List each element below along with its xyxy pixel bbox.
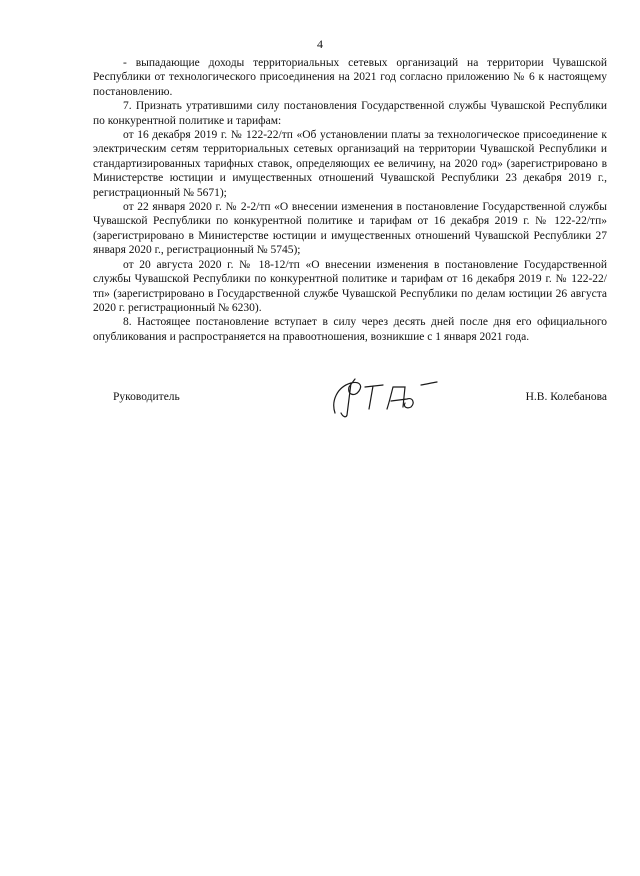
paragraph-item-7: 7. Признать утратившими силу постановления Государственной службы Чувашской Республики по конкурентной политике и тарифам: xyxy=(93,100,607,127)
paragraph-item-8: 8. Настоящее постановление вступает в силу через десять дней после дня его официального опубликования и распространяется на правоотношения, возникшие с 1 января 2021 года. xyxy=(93,316,607,343)
signer-title: Руководитель xyxy=(113,391,180,403)
document-body xyxy=(93,56,607,344)
signer-name: Н.В. Колебанова xyxy=(525,391,607,403)
handwritten-signature xyxy=(321,373,451,423)
paragraph-lost-revenue: - выпадающие доходы территориальных сетевых организаций на территории Чувашской Республики от технологического присоединения на 2021 год согласно приложению № 6 к настоящему постановлению. xyxy=(93,57,607,98)
paragraph-resolution-2-2: от 22 января 2020 г. № 2-2/тп «О внесении изменения в постановление Государственной службы Чувашской Республики по конкурентной политике и тарифам от 16 декабря 2019 г. № 122-22/тп» (зарегистрировано в Министерстве юстиции и имущественных отношений Чувашской Республики 27 января 2020 г., регистрационный № 5745); xyxy=(93,201,607,257)
paragraph-resolution-122-22: от 16 декабря 2019 г. № 122-22/тп «Об установлении платы за технологическое присоединение к электрическим сетям территориальных сетевых организаций на территории Чувашской Республики и стандартизированных тарифных ставок, определяющих ее величину, на 2020 год» (зарегистрировано в Министерстве юстиции и имущественных отношений Чувашской Республики 23 декабря 2019 г., регистрационный № 5671); xyxy=(93,129,607,199)
page-number: 4 xyxy=(317,37,323,51)
paragraph-resolution-18-12: от 20 августа 2020 г. № 18-12/тп «О внесении изменения в постановление Государственной службы Чувашской Республики по конкурентной политике и тарифам от 16 декабря 2019 г. № 122-22/тп» (зарегистрировано в Государственной службе Чувашской Республики по делам юстиции 26 августа 2020 г. регистрационный № 6230). xyxy=(93,258,607,314)
signature-block xyxy=(93,381,607,421)
